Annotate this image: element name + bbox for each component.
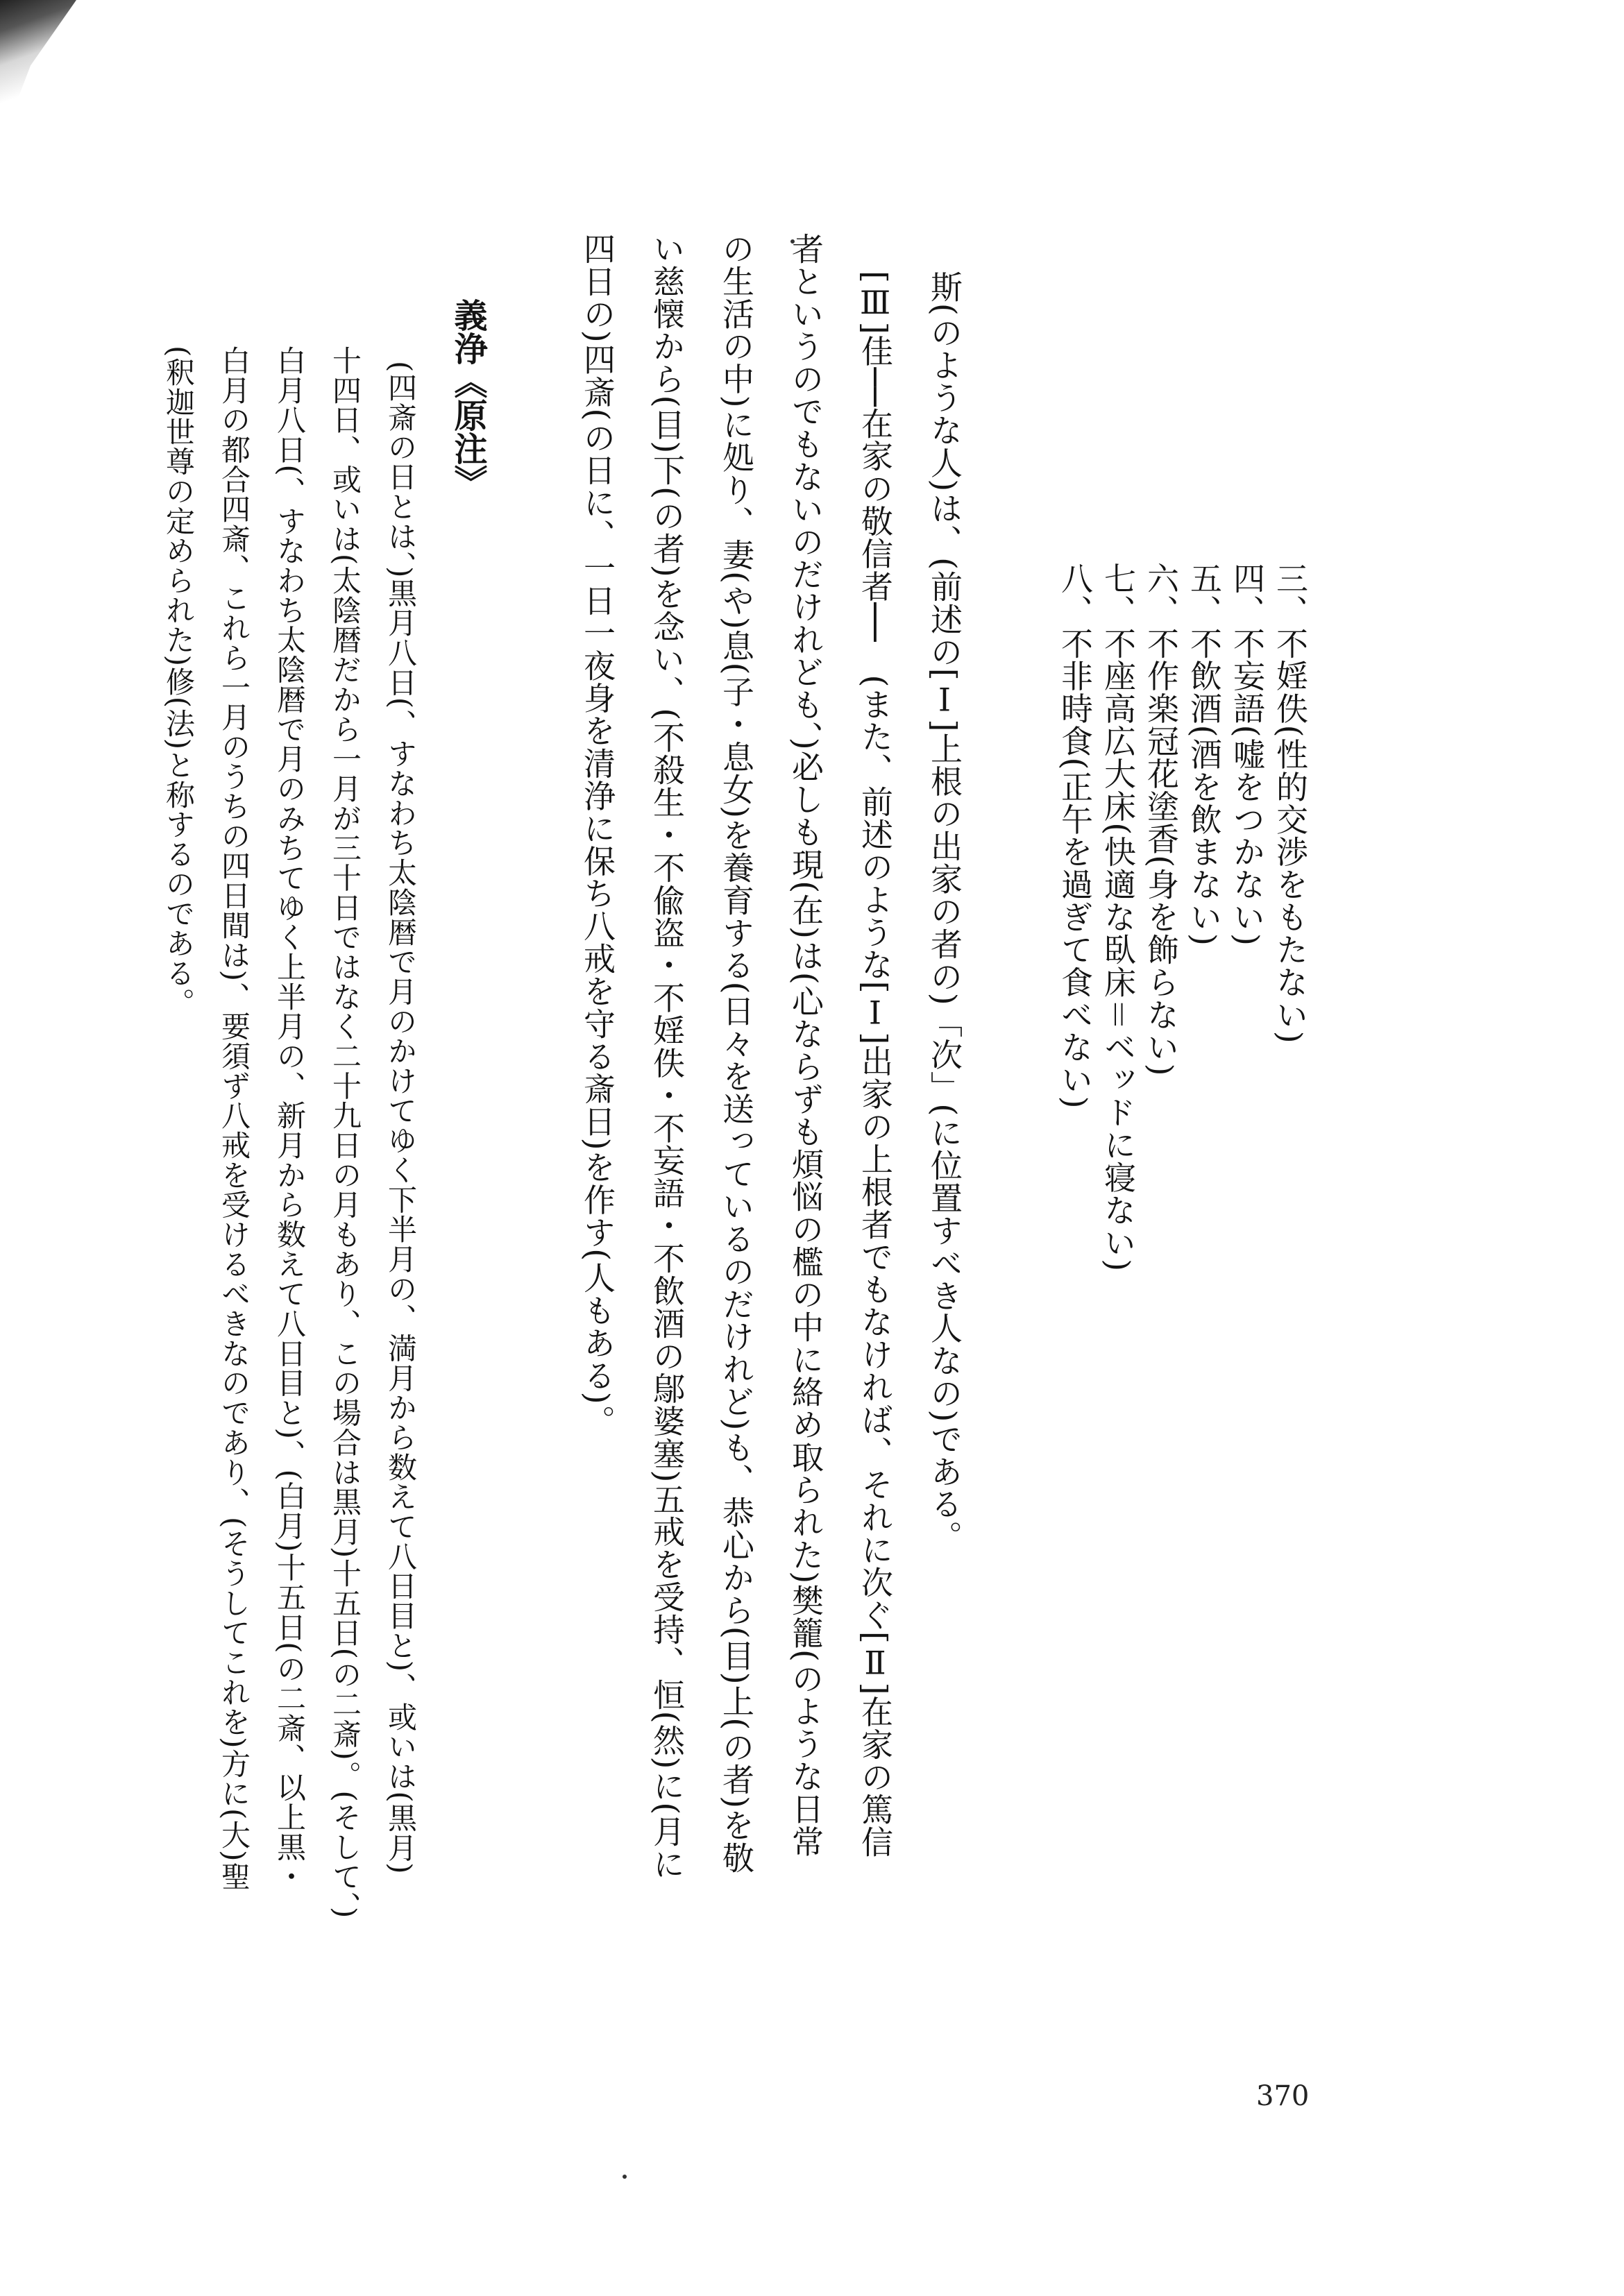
main-text-line-5: い慈懐から(目)下(の者)を念い、(不殺生・不偸盗・不婬佚・不妄語・不飲酒の鄔婆塞)五戒を受持、恒(然)に(月に	[648, 232, 686, 1881]
note-text-line-3: 白月八日(、すなわち太陰暦で月のみちてゆく上半月の、新月から数えて八日目と)、(白月)十五日(の二斎、以上黒・	[273, 346, 307, 1892]
main-text-line-4: の生活の中)に処り、妻(や)息(子・息女)を養育する(日々を送っているのだけれど)も、恭心から(目)上(の者)を敬	[718, 232, 755, 1874]
note-text-line-1: (四斎の日とは、)黒月八日(、すなわち太陰暦で月のかけてゆく下半月の、満月から数えて八日目と)、或いは(黒月)	[384, 361, 418, 1875]
dust-speck	[623, 2175, 627, 2179]
precept-item-4: 四、不妄語(嘘をつかない)	[1228, 562, 1266, 946]
main-text-line-3: 者というのでもないのだけれども、)必しも現(在)は(心ならずも煩悩の檻の中に絡め取られた)樊籠(のような日常	[787, 232, 824, 1858]
main-text-line-2-heading: [Ⅲ]佳──在家の敬信者── (また、前述のような[Ⅰ]出家の上根者でもなければ、それに次ぐ[Ⅱ]在家の篤信	[856, 271, 894, 1859]
note-title: 義浄《原注》	[448, 298, 487, 498]
precept-item-3: 三、不婬佚(性的交渉をもたない)	[1271, 562, 1309, 1044]
page-number: 370	[1256, 2080, 1310, 2112]
precept-item-7: 七、不座高広大床(快適な臥床＝ベッドに寝ない)	[1099, 562, 1137, 1273]
precept-item-5: 五、不飲酒(酒を飲まない)	[1185, 562, 1223, 946]
main-text-line-1: 斯(のような人)は、(前述の[Ⅰ]上根の出家の者の)「次」(に位置すべき人なの)である。	[926, 271, 963, 1554]
precept-item-6: 六、不作楽冠花塗香(身を飾らない)	[1142, 562, 1180, 1077]
main-text-line-6: 四日の)四斎(の日に、一日一夜身を清浄に保ち八戒を守る斎日)を作す(人もある)。	[579, 232, 616, 1438]
note-text-line-5: (釈迦世尊の定められた)修(法)と称するのである。	[162, 346, 196, 1018]
scan-shadow-decoration	[0, 0, 76, 146]
note-text-line-4: 白月の都合四斎、これら一月のうちの四日間は)、要須ず八戒を受けるべきなのであり、(そうしてこれを)方に(大)聖	[217, 346, 251, 1892]
note-text-line-2: 十四日、或いは(太陰暦だから一月が三十日ではなく二十九日の月もあり、この場合は黒月)十五日(の二斎)。(そして、)	[328, 346, 362, 1919]
precept-item-8: 八、不非時食(正午を過ぎて食べない)	[1056, 562, 1094, 1109]
